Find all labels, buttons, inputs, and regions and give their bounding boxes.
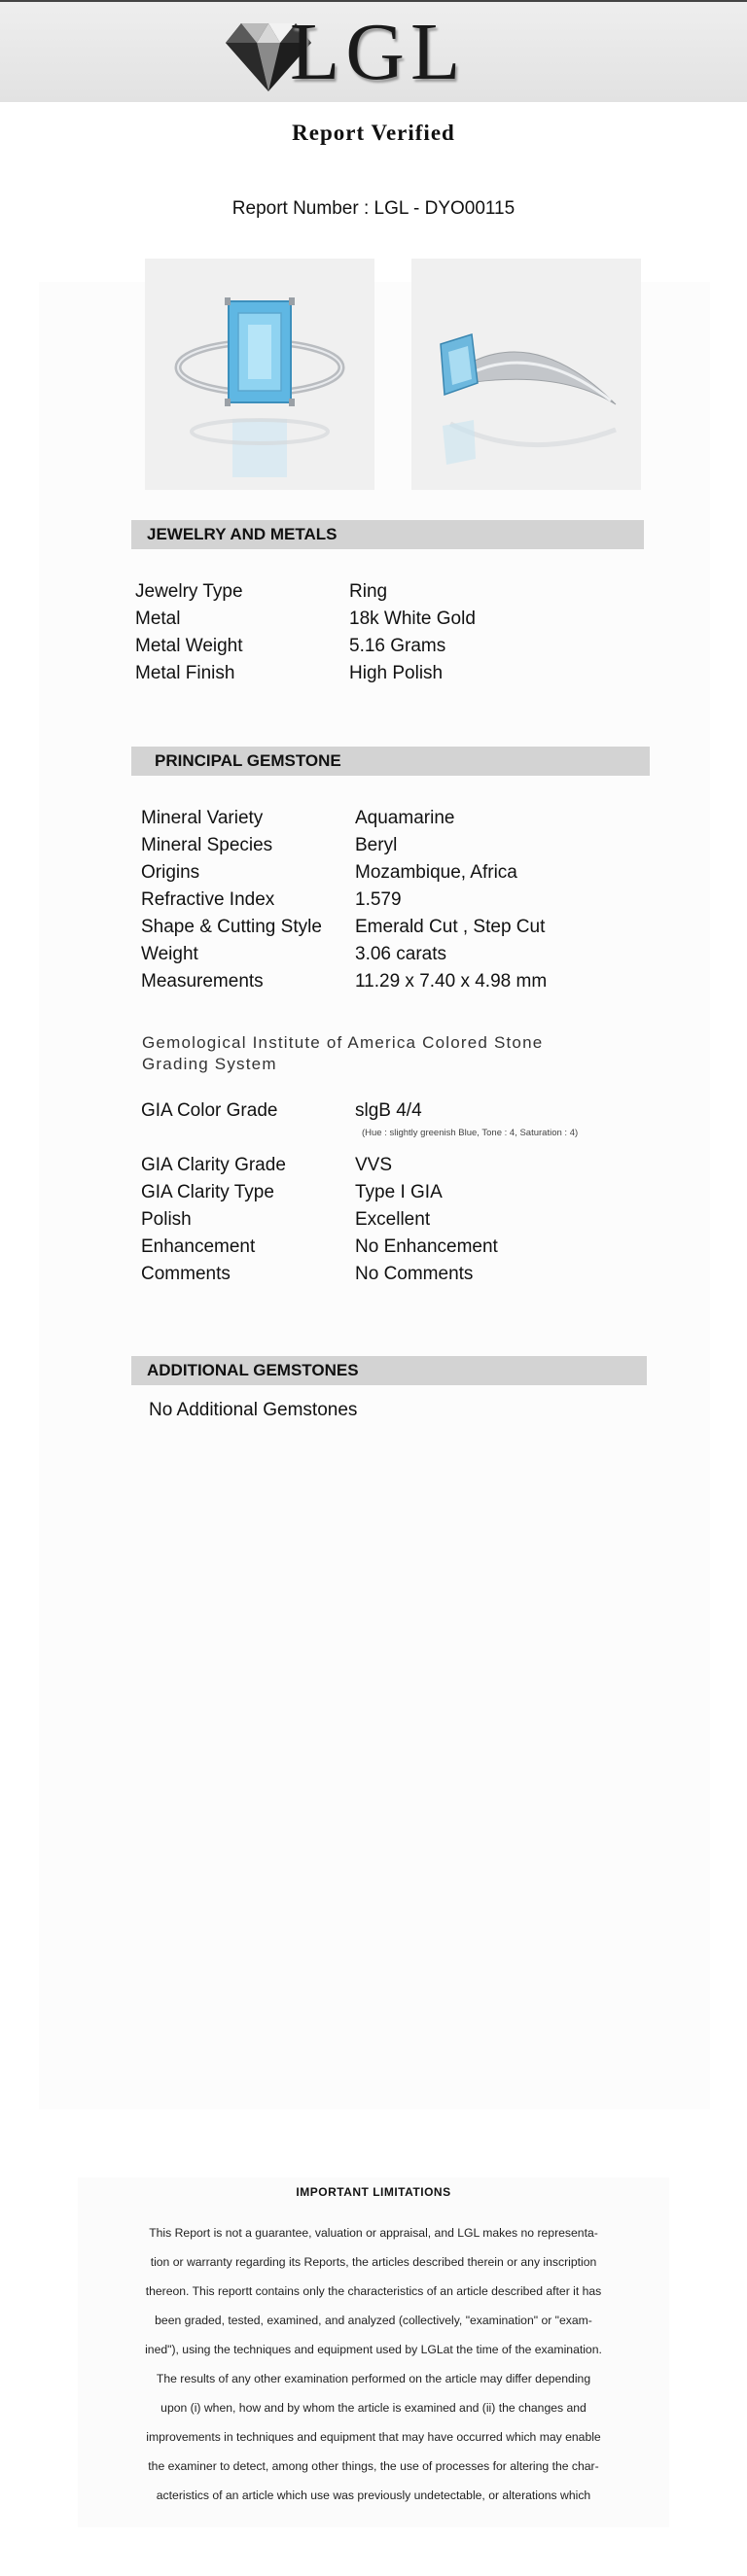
row-value: Mozambique, Africa <box>355 862 517 883</box>
logo-text: LGL <box>290 7 467 97</box>
limitations-line: This Report is not a guarantee, valuation or appraisal, and LGL makes no representa- <box>149 2226 598 2240</box>
ring-front-view <box>145 259 374 490</box>
row-value: No Enhancement <box>355 1236 498 1257</box>
row-value: Beryl <box>355 835 398 855</box>
row-value: slgB 4/4 <box>355 1100 422 1121</box>
additional-gemstones-text: No Additional Gemstones <box>149 1400 358 1420</box>
row-value: Emerald Cut , Step Cut <box>355 917 546 937</box>
row-value: Ring <box>349 581 388 602</box>
row-label: Comments <box>141 1264 231 1284</box>
limitations-line: tion or warranty regarding its Reports, the articles described therein or any inscription <box>150 2255 597 2269</box>
limitations-text <box>0 2218 747 2510</box>
limitations-line: been graded, tested, examined, and analyzed (collectively, "examination" or "exam- <box>155 2314 592 2327</box>
section-heading-jewelry-metals: JEWELRY AND METALS <box>131 520 644 549</box>
header-banner <box>0 2 747 102</box>
limitations-line: improvements in techniques and equipment that may have occurred which may enable <box>146 2430 601 2444</box>
limitations-heading: IMPORTANT LIMITATIONS <box>296 2185 451 2199</box>
row-label: Mineral Variety <box>141 808 264 828</box>
row-label: Shape & Cutting Style <box>141 917 322 937</box>
limitations-line: acteristics of an article which use was previously undetectable, or alterations which <box>156 2489 591 2502</box>
limitations-line: ined"), using the techniques and equipment used by LGLat the time of the examination. <box>145 2343 602 2356</box>
row-value: Aquamarine <box>355 808 455 828</box>
row-label: GIA Clarity Grade <box>141 1155 286 1175</box>
row-label: Refractive Index <box>141 889 275 910</box>
hue-note: (Hue : slightly greenish Blue, Tone : 4, Saturation : 4) <box>362 1128 579 1138</box>
row-value: Excellent <box>355 1209 431 1230</box>
row-label: Mineral Species <box>141 835 273 855</box>
row-value: No Comments <box>355 1264 474 1284</box>
row-value: VVS <box>355 1155 393 1175</box>
row-value: Type I GIA <box>355 1182 443 1202</box>
row-value: 5.16 Grams <box>349 636 446 656</box>
row-label: Metal Weight <box>135 636 243 656</box>
limitations-line: upon (i) when, how and by whom the article is examined and (ii) the changes and <box>160 2401 587 2415</box>
row-label: Metal <box>135 609 181 629</box>
section-heading-additional-gemstones: ADDITIONAL GEMSTONES <box>131 1356 647 1385</box>
row-value: High Polish <box>349 663 444 683</box>
row-label: Origins <box>141 862 200 883</box>
row-label: Weight <box>141 944 198 964</box>
report-number: Report Number : LGL - DYO00115 <box>231 198 516 219</box>
limitations-line: the examiner to detect, among other things, the use of processes for altering the char- <box>148 2459 599 2473</box>
row-label: Polish <box>141 1209 192 1230</box>
row-label: Jewelry Type <box>135 581 243 602</box>
row-value: 3.06 carats <box>355 944 446 964</box>
row-label: Measurements <box>141 971 264 992</box>
row-label: GIA Clarity Type <box>141 1182 274 1202</box>
ring-side-view <box>411 259 641 490</box>
row-value: 1.579 <box>355 889 402 910</box>
row-label: Metal Finish <box>135 663 235 683</box>
limitations-line: thereon. This reportt contains only the characteristics of an article described after it has <box>145 2284 602 2298</box>
row-label: GIA Color Grade <box>141 1100 278 1121</box>
limitations-line: The results of any other examination performed on the article may differ depending <box>156 2372 591 2385</box>
row-value: 18k White Gold <box>349 609 476 629</box>
page-title: Report Verified <box>292 121 455 145</box>
gia-grading-system-title: Gemological Institute of America Colored Stone Grading System <box>142 1033 544 1073</box>
lgl-logo[interactable] <box>224 7 486 97</box>
row-label: Enhancement <box>141 1236 256 1257</box>
section-heading-principal-gemstone: PRINCIPAL GEMSTONE <box>131 747 650 776</box>
row-value: 11.29 x 7.40 x 4.98 mm <box>355 971 548 992</box>
